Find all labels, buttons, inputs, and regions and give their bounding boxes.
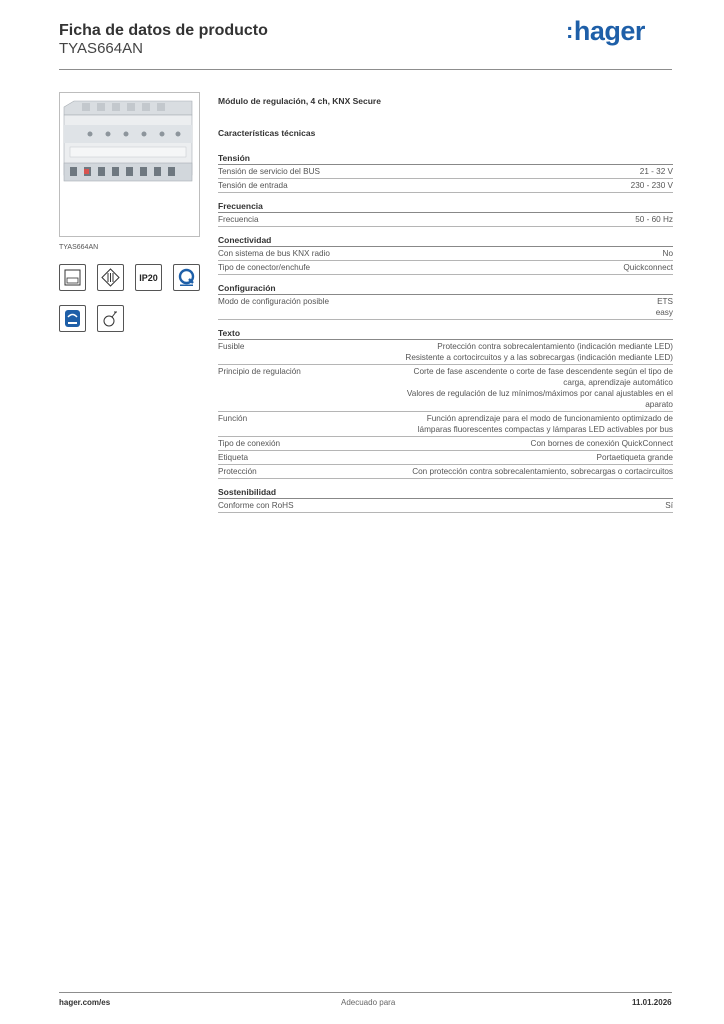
footer-website: hager.com/es: [59, 998, 111, 1007]
spec-value: [635, 214, 673, 225]
spec-section: [218, 201, 673, 227]
ip20-icon: IP20: [135, 264, 162, 291]
spec-sections: [218, 153, 673, 513]
quicklink-icon: [173, 264, 200, 291]
spec-value-line: aparato: [645, 400, 673, 409]
spec-row: [218, 261, 673, 275]
footer-date: 11.01.2026: [632, 998, 672, 1007]
spec-section: [218, 235, 673, 275]
spec-row: [218, 295, 673, 320]
spec-section-title: Configuración: [218, 283, 673, 295]
product-name: Módulo de regulación, 4 ch, KNX Secure: [218, 96, 381, 106]
spec-value-line: Portaetiqueta grande: [596, 453, 673, 462]
spec-value-line: carga, aprendizaje automático: [563, 378, 673, 387]
spec-value-line: Sí: [665, 501, 673, 510]
spec-row: [218, 179, 673, 193]
header-divider: [59, 69, 672, 70]
product-code: TYAS664AN: [59, 40, 143, 57]
spec-value-line: Valores de regulación de luz mínimos/máximos por canal ajustables en el: [406, 389, 673, 398]
led-dimmer-icon: [97, 305, 124, 332]
spec-section: [218, 283, 673, 320]
spec-section-title: Conectividad: [218, 235, 673, 247]
spec-row: [218, 412, 673, 437]
spec-row: [218, 499, 673, 513]
technical-characteristics-title: Características técnicas: [218, 128, 316, 138]
spec-value: [656, 296, 673, 318]
spec-value-line: 21 - 32 V: [639, 167, 673, 176]
footer-suitability: Adecuado para: [341, 998, 396, 1007]
spec-label: Frecuencia: [218, 215, 259, 224]
spec-label: Tensión de entrada: [218, 181, 288, 190]
footer-divider: [59, 992, 672, 993]
spec-section: [218, 153, 673, 193]
spec-value: [407, 366, 673, 410]
page-title: Ficha de datos de producto: [59, 22, 268, 39]
spec-section-title: Frecuencia: [218, 201, 673, 213]
spec-label: Principio de regulación: [218, 367, 301, 376]
spec-row: [218, 365, 673, 412]
spec-value: [640, 166, 673, 177]
spec-label: Con sistema de bus KNX radio: [218, 249, 330, 258]
spec-row: [218, 247, 673, 261]
spec-value: [405, 341, 673, 363]
spec-value-line: Corte de fase ascendente o corte de fase descendente según el tipo de: [413, 367, 673, 376]
spec-value: [412, 466, 673, 477]
spec-value-line: easy: [655, 308, 673, 317]
spec-value: [623, 262, 673, 273]
spec-row: [218, 165, 673, 179]
spec-value-line: 230 - 230 V: [630, 181, 673, 190]
spec-value-line: Con bornes de conexión QuickConnect: [530, 439, 673, 448]
hager-logo: :hager: [566, 16, 645, 46]
spec-row: [218, 465, 673, 479]
ce-mark-icon: [97, 264, 124, 291]
spec-label: Tipo de conexión: [218, 439, 281, 448]
spec-value-line: Protección contra sobrecalentamiento (indicación mediante LED): [437, 342, 673, 351]
spec-section: [218, 487, 673, 513]
spec-value-line: Quickconnect: [623, 263, 673, 272]
spec-label: Etiqueta: [218, 453, 249, 462]
spec-value-line: Con protección contra sobrecalentamiento, sobrecargas o cortacircuitos: [412, 467, 673, 476]
spec-label: Función: [218, 414, 248, 423]
spec-label: Tensión de servicio del BUS: [218, 167, 320, 176]
spec-section-title: Sostenibilidad: [218, 487, 673, 499]
spec-label: Modo de configuración posible: [218, 297, 330, 306]
spec-value-line: Función aprendizaje para el modo de funcionamiento optimizado de: [426, 414, 673, 423]
spec-value-line: No: [662, 249, 673, 258]
spec-section-title: Texto: [218, 328, 673, 340]
spec-section: [218, 328, 673, 479]
spec-row: [218, 437, 673, 451]
spec-label: Fusible: [218, 342, 245, 351]
spec-value: [597, 452, 673, 463]
product-image-caption: TYAS664AN: [59, 244, 99, 251]
spec-value-line: 50 - 60 Hz: [635, 215, 673, 224]
spec-value: [531, 438, 673, 449]
spec-row: [218, 451, 673, 465]
spec-section-title: Tensión: [218, 153, 673, 165]
spec-label: Conforme con RoHS: [218, 501, 294, 510]
spec-value: [418, 413, 673, 435]
knx-device-icon: [59, 264, 86, 291]
spec-row: [218, 213, 673, 227]
spec-value: [663, 248, 673, 259]
product-image: [59, 92, 200, 237]
spec-row: [218, 340, 673, 365]
spec-value: [631, 180, 673, 191]
spec-value: [665, 500, 673, 511]
spec-label: Tipo de conector/enchufe: [218, 263, 311, 272]
spec-column: [218, 96, 673, 521]
spec-value-line: lámparas fluorescentes compactas y lámparas LED activables por bus: [417, 425, 673, 434]
spec-value-line: ETS: [657, 297, 673, 306]
spec-value-line: Resistente a cortocircuitos y a las sobrecargas (indicación mediante LED): [405, 353, 673, 362]
spec-label: Protección: [218, 467, 257, 476]
easy-config-icon: [59, 305, 86, 332]
